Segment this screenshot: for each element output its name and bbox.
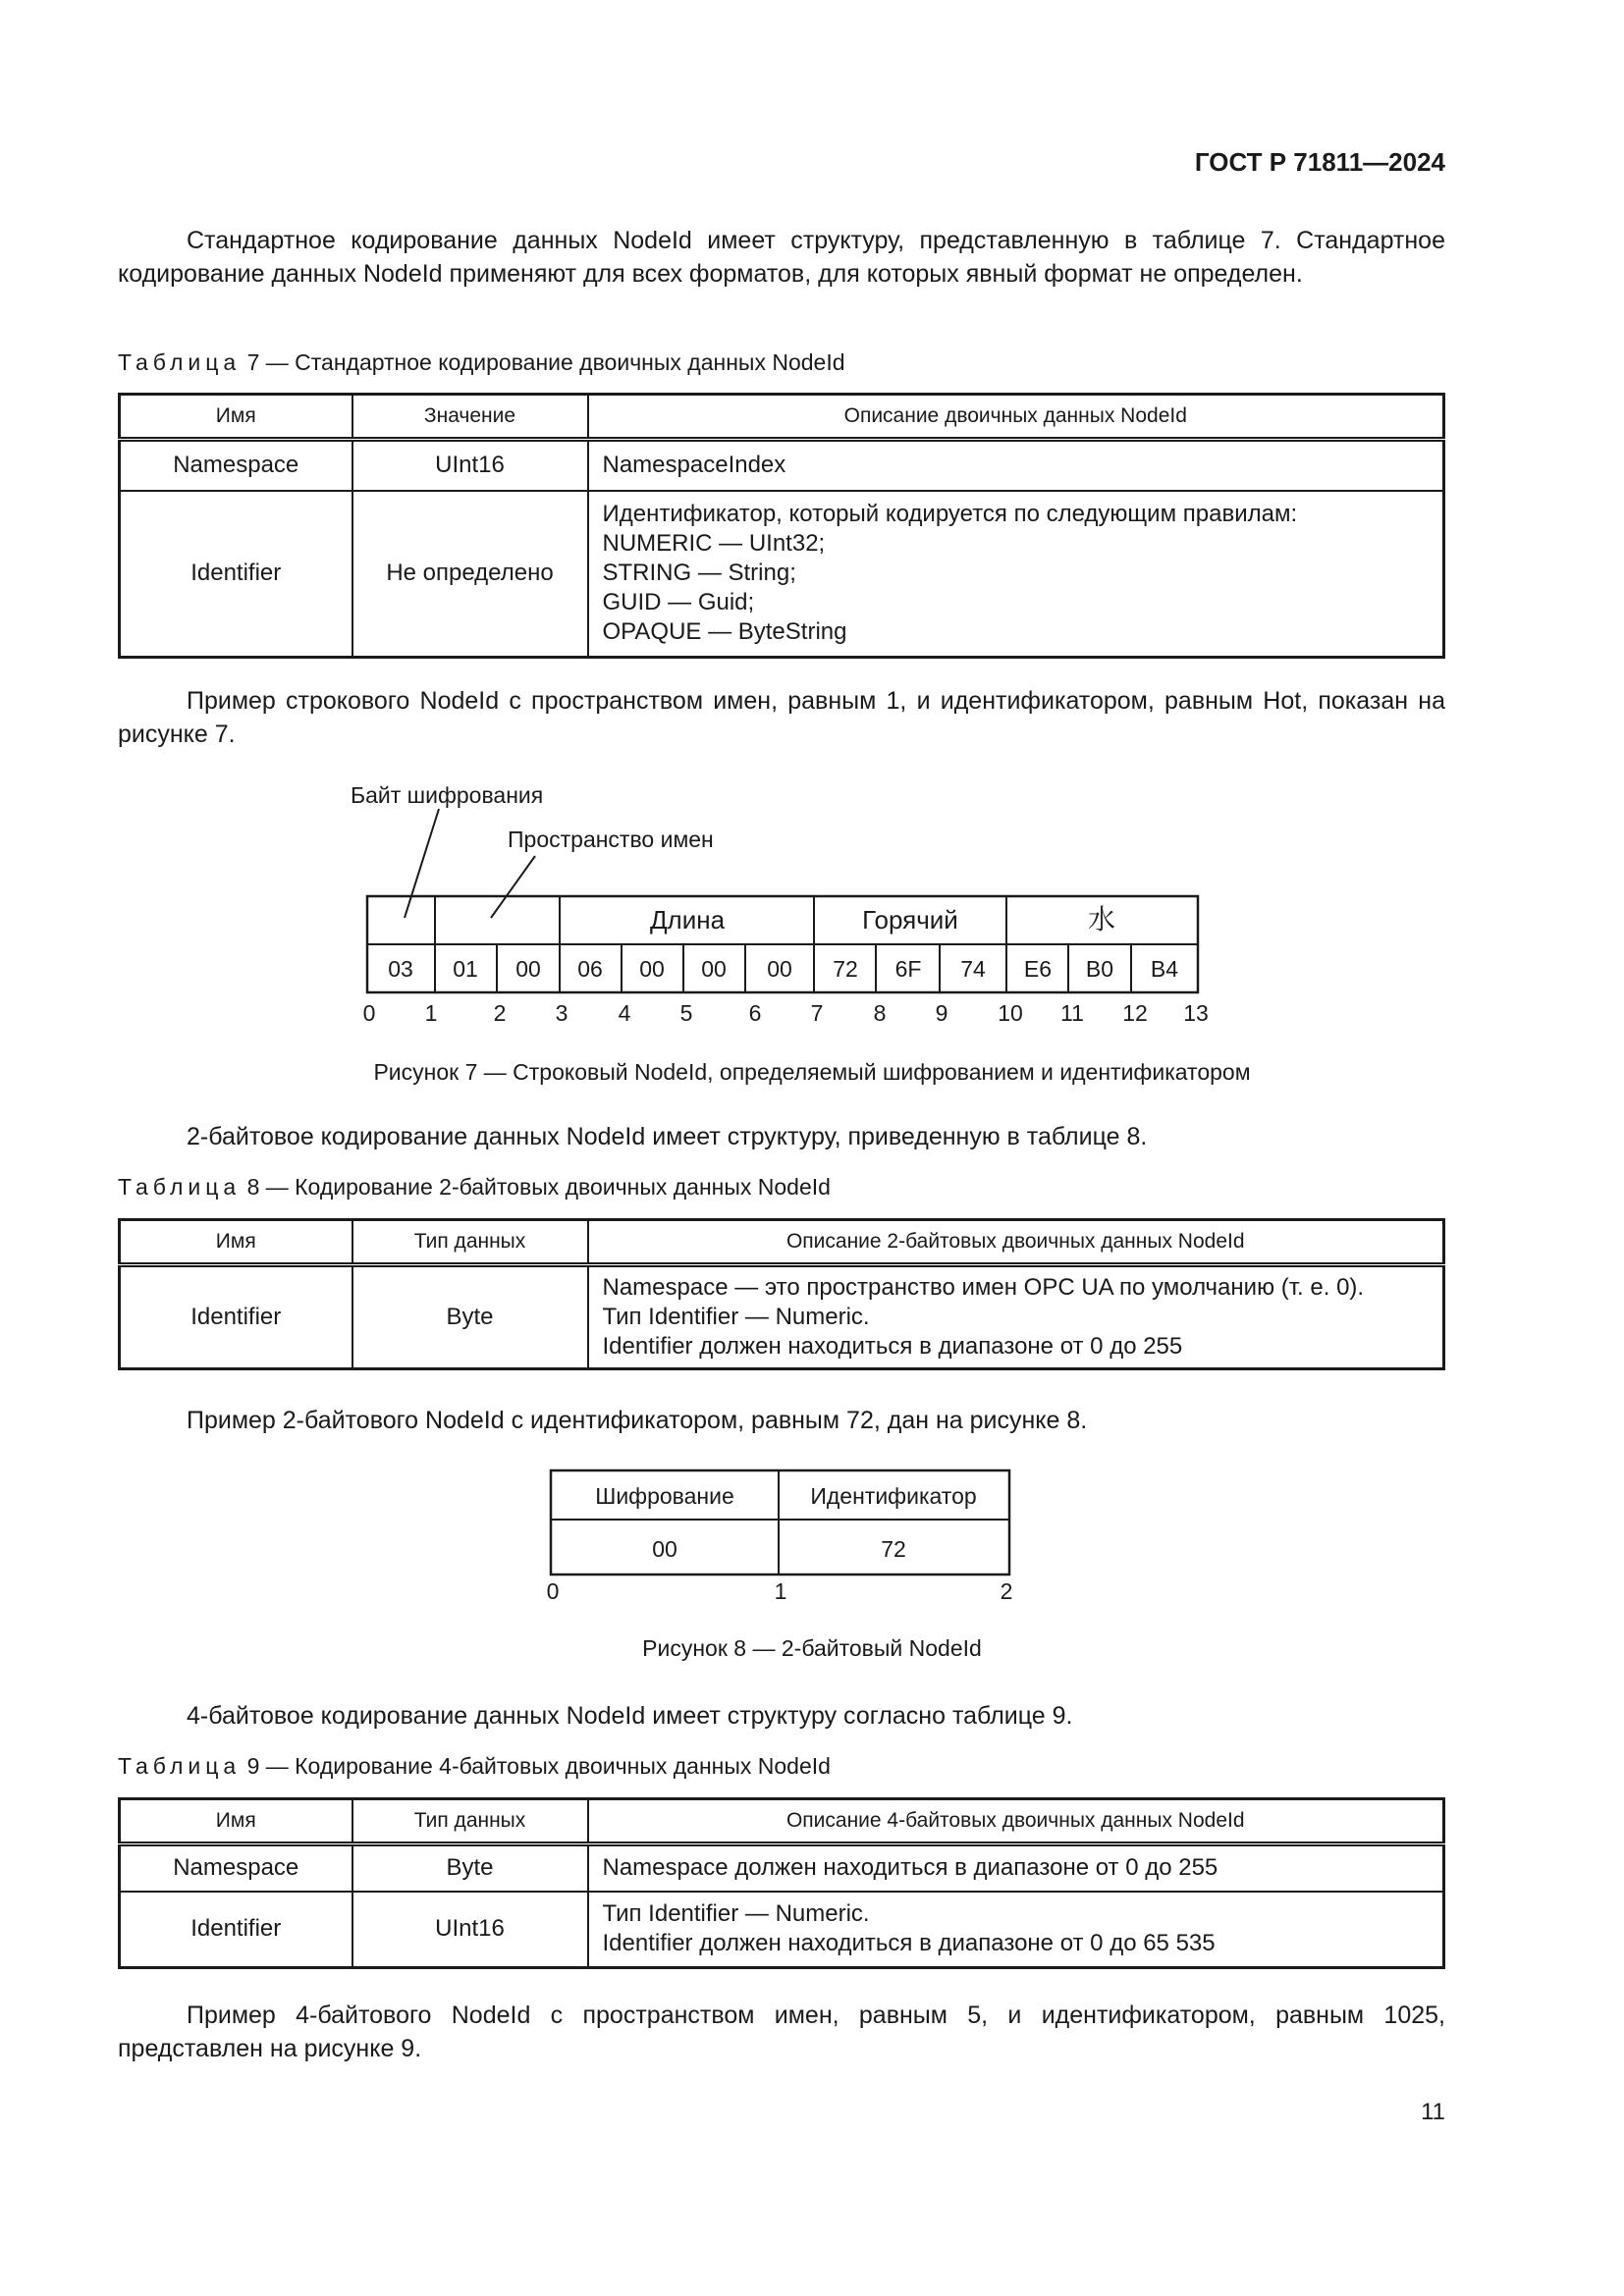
- table8-header-description: Описание 2-байтовых двоичных данных NodeId: [588, 1220, 1444, 1265]
- offset-label: 8: [873, 1000, 887, 1026]
- table7-cell: UInt16: [352, 440, 588, 491]
- table8-caption: [118, 1174, 831, 1201]
- table7-cell: Identifier: [120, 491, 352, 658]
- description-line: Identifier должен находиться в диапазоне от 0 до 65 535: [602, 1930, 1216, 1957]
- table9-header-type: Тип данных: [352, 1799, 588, 1844]
- table-row: [120, 1892, 1444, 1968]
- label-namespace: Пространство имен: [508, 827, 714, 852]
- table9-cell: Byte: [352, 1844, 588, 1892]
- table8-cell: [588, 1265, 1444, 1369]
- description-line: NamespaceIndex: [602, 452, 786, 479]
- description-line: GUID — Guid;: [602, 589, 755, 616]
- group-label-water: 水: [1087, 904, 1116, 934]
- document-code: ГОСТ Р 71811—2024: [1194, 147, 1445, 177]
- paragraph-figure7-intro: Пример строкового NodeId с пространством имен, равным 1, и идентификатором, равным Hot, показан на рисунке 7.: [118, 687, 1445, 748]
- byte-value: 00: [767, 956, 792, 982]
- byte-value: 00: [639, 956, 665, 982]
- table-row: [120, 1844, 1444, 1892]
- byte-value: 03: [388, 956, 413, 982]
- byte-value: B4: [1150, 956, 1179, 982]
- offset-label: 11: [1060, 1000, 1084, 1026]
- description-line: Identifier должен находиться в диапазоне от 0 до 255: [602, 1333, 1183, 1360]
- paragraph-figure9-intro: Пример 4-байтового NodeId с пространством имен, равным 5, и идентификатором, равным 1025, представлен на рисунке 9.: [118, 2002, 1445, 2062]
- table-row: [120, 440, 1444, 491]
- byte-value: 06: [577, 956, 603, 982]
- offset-label: 5: [679, 1000, 693, 1026]
- pointer-line-namespace: [491, 856, 535, 918]
- offset-label: 6: [748, 1000, 762, 1026]
- offset-label: 2: [493, 1000, 507, 1026]
- table9-cell: UInt16: [352, 1892, 588, 1968]
- description-line: NUMERIC — UInt32;: [602, 530, 826, 558]
- table9-header-name: Имя: [120, 1799, 352, 1844]
- offset-label: 1: [774, 1578, 787, 1604]
- table9-cell: [588, 1844, 1444, 1892]
- offset-label: 9: [935, 1000, 948, 1026]
- paragraph-table8-intro: 2-байтовое кодирование данных NodeId имеет структуру, приведенную в таблице 8.: [187, 1123, 1148, 1150]
- figure7-title: Рисунок 7 — Строковый NodeId, определяемый шифрованием и идентификатором: [373, 1059, 1251, 1085]
- description-line: STRING — String;: [602, 560, 796, 587]
- table8-caption-word: Таблица: [118, 1174, 242, 1200]
- byte-value: B0: [1085, 956, 1114, 982]
- table7-header-value: Значение: [352, 395, 588, 440]
- byte-value: 72: [833, 956, 858, 982]
- description-line: Идентификатор, который кодируется по следующим правилам:: [602, 501, 1298, 528]
- paragraph-table9-intro: 4-байтовое кодирование данных NodeId имеет структуру согласно таблице 9.: [187, 1702, 1073, 1730]
- figure8-diagram: [0, 1463, 1624, 1610]
- table-row: [120, 491, 1444, 658]
- table8: [118, 1218, 1445, 1370]
- table9-cell: [588, 1892, 1444, 1968]
- table9-header-description: Описание 4-байтовых двоичных данных NodeId: [588, 1799, 1444, 1844]
- table7-cell: Namespace: [120, 440, 352, 491]
- table8-caption-text: 8 — Кодирование 2-байтовых двоичных данных NodeId: [241, 1174, 831, 1200]
- group-label-hot: Горячий: [862, 905, 958, 934]
- table7-cell: [588, 491, 1444, 658]
- table8-cell: Byte: [352, 1265, 588, 1369]
- table7-caption-text: 7 — Стандартное кодирование двоичных данных NodeId: [241, 349, 845, 375]
- offset-label: 13: [1183, 1000, 1209, 1026]
- table9-caption-word: Таблица: [118, 1753, 242, 1779]
- table7-header-name: Имя: [120, 395, 352, 440]
- figure8-header-identifier: Идентификатор: [810, 1483, 977, 1509]
- offset-label: 4: [618, 1000, 631, 1026]
- offset-label: 12: [1122, 1000, 1148, 1026]
- group-label-length: Длина: [649, 905, 726, 934]
- offset-label: 2: [1000, 1578, 1013, 1604]
- page-number: 11: [1421, 2099, 1445, 2125]
- byte-value: 00: [701, 956, 727, 982]
- figure8-value-encoding: 00: [652, 1536, 677, 1562]
- description-line: OPAQUE — ByteString: [602, 618, 847, 646]
- figure8-header-encoding: Шифрование: [595, 1483, 734, 1509]
- table7-caption-word: Таблица: [118, 349, 242, 375]
- offset-label: 10: [998, 1000, 1023, 1026]
- byte-value: 74: [960, 956, 986, 982]
- figure8-value-identifier: 72: [881, 1536, 906, 1562]
- table8-cell: Identifier: [120, 1265, 352, 1369]
- offset-label: 7: [810, 1000, 824, 1026]
- figure8-title: Рисунок 8 — 2-байтовый NodeId: [642, 1635, 982, 1661]
- description-line: Тип Identifier — Numeric.: [602, 1304, 870, 1330]
- table9: [118, 1797, 1445, 1969]
- table7-cell: Не определено: [352, 491, 588, 658]
- byte-value: 6F: [894, 956, 922, 982]
- table7-caption: [118, 349, 845, 376]
- byte-value: 00: [515, 956, 541, 982]
- table9-caption-text: 9 — Кодирование 4-байтовых двоичных данных NodeId: [241, 1753, 831, 1779]
- offset-label: 0: [546, 1578, 560, 1604]
- table7: [118, 393, 1445, 659]
- byte-value: E6: [1023, 956, 1053, 982]
- offset-label: 0: [362, 1000, 376, 1026]
- paragraph-figure8-intro: Пример 2-байтового NodeId с идентификатором, равным 72, дан на рисунке 8.: [187, 1407, 1088, 1434]
- byte-value: 01: [453, 956, 478, 982]
- pointer-line-encoding: [405, 809, 439, 918]
- description-line: Namespace должен находиться в диапазоне от 0 до 255: [602, 1854, 1218, 1882]
- paragraph-table7-intro: Стандартное кодирование данных NodeId имеет структуру, представленную в таблице 7. Стандартное кодирование данных NodeId применяют для всех форматов, для которых явный формат не определен.: [118, 227, 1445, 288]
- table-row: [120, 1265, 1444, 1369]
- table9-cell: Identifier: [120, 1892, 352, 1968]
- table9-caption: [118, 1753, 831, 1780]
- figure7-diagram: [0, 766, 1624, 1041]
- table8-header-name: Имя: [120, 1220, 352, 1265]
- table9-cell: Namespace: [120, 1844, 352, 1892]
- table7-cell: [588, 440, 1444, 491]
- table8-header-type: Тип данных: [352, 1220, 588, 1265]
- label-encoding-byte: Байт шифрования: [351, 782, 544, 808]
- offset-label: 1: [424, 1000, 438, 1026]
- description-line: Namespace — это пространство имен OPC UA по умолчанию (т. е. 0).: [602, 1274, 1365, 1301]
- table7-header-description: Описание двоичных данных NodeId: [588, 395, 1444, 440]
- offset-label: 3: [555, 1000, 568, 1026]
- description-line: Тип Identifier — Numeric.: [602, 1900, 870, 1928]
